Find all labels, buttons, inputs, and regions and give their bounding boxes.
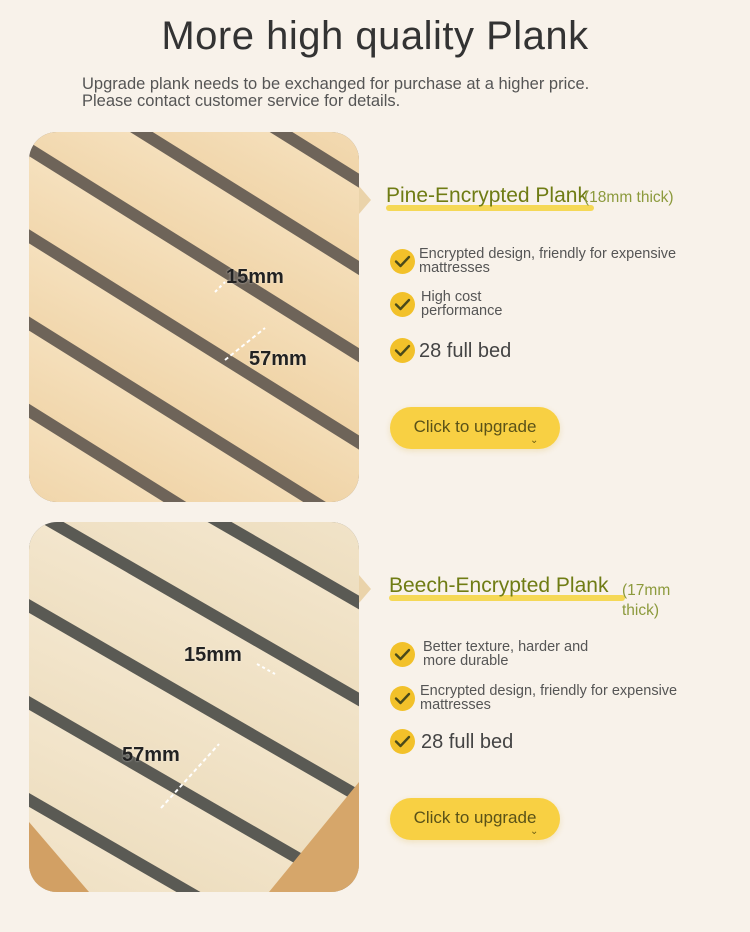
page-subtitle (82, 76, 702, 110)
feature-text (419, 247, 676, 275)
pine-plank-photo (29, 132, 359, 502)
dimension-label: 57mm (122, 744, 180, 766)
feature-text (421, 290, 502, 318)
feature-line: Better texture, harder and (423, 639, 589, 655)
feature-line: mattresses (420, 697, 491, 713)
feature-text: 28 full bed (421, 730, 514, 753)
feature-item (390, 338, 511, 363)
beech-plank-photo (29, 522, 359, 892)
check-circle-icon (390, 686, 415, 711)
feature-line: High cost (421, 289, 482, 305)
thickness-label (622, 581, 670, 621)
upgrade-button[interactable] (390, 407, 560, 449)
pointer-notch (359, 186, 371, 214)
feature-line: Encrypted design, friendly for expensive (419, 246, 677, 262)
feature-text (423, 640, 588, 668)
feature-item (390, 290, 502, 318)
feature-line: more durable (423, 653, 509, 669)
chevron-down-icon: ⌄ (530, 435, 539, 446)
thickness-label: (18mm thick) (584, 189, 674, 206)
check-circle-icon (390, 292, 415, 317)
check-circle-icon (390, 729, 415, 754)
upgrade-button-label: Click to upgrade (413, 417, 537, 436)
feature-item (390, 684, 677, 712)
feature-line: performance (421, 303, 503, 319)
subtitle-line-2: Please contact customer service for details. (82, 92, 401, 110)
upgrade-button[interactable] (390, 798, 560, 840)
pointer-notch (359, 575, 371, 603)
feature-text (420, 684, 677, 712)
plank-title-text: Pine-Encrypted Plank (386, 184, 588, 207)
feature-line: mattresses (419, 260, 490, 276)
feature-text: 28 full bed (419, 339, 512, 362)
check-circle-icon (390, 338, 415, 363)
feature-item (390, 640, 588, 668)
feature-item (390, 247, 676, 275)
check-circle-icon (390, 642, 415, 667)
dimension-label: 15mm (226, 266, 284, 288)
upgrade-button-label: Click to upgrade (413, 808, 537, 827)
feature-line: Encrypted design, friendly for expensive (420, 683, 678, 699)
plank-title (386, 184, 588, 208)
plank-title-text: Beech-Encrypted Plank (389, 574, 609, 597)
subtitle-line-1: Upgrade plank needs to be exchanged for purchase at a higher price. (82, 75, 590, 93)
dimension-label: 15mm (184, 644, 242, 666)
page-title: More high quality Plank (161, 14, 589, 58)
chevron-down-icon: ⌄ (530, 826, 539, 837)
thickness-line: thick) (622, 602, 660, 619)
dimension-label: 57mm (249, 348, 307, 370)
plank-title (389, 574, 608, 598)
thickness-line: (17mm (622, 582, 671, 599)
check-circle-icon (390, 249, 415, 274)
feature-item (390, 729, 513, 754)
